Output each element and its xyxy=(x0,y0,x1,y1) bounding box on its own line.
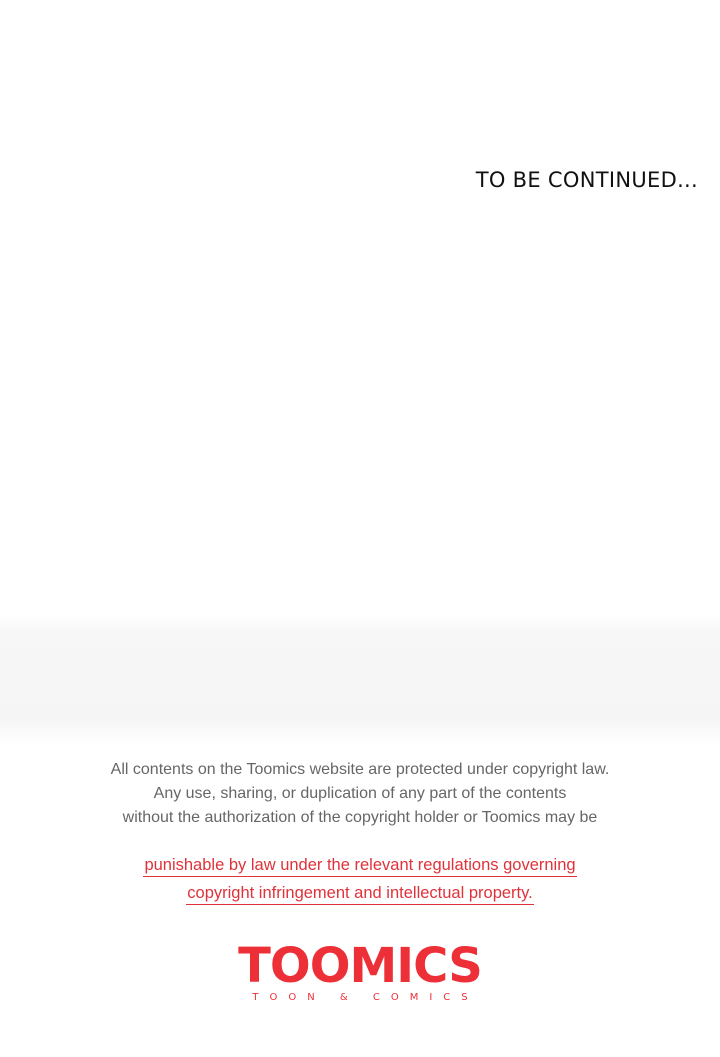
toomics-logo-tagline: TOON & COMICS xyxy=(252,992,479,1003)
copyright-warning-line: punishable by law under the relevant regulations governing xyxy=(143,854,576,877)
copyright-warning xyxy=(0,851,720,907)
toomics-logo xyxy=(0,938,720,1003)
copyright-notice-line: All contents on the Toomics website are protected under copyright law. xyxy=(110,761,610,778)
footer-fade-band xyxy=(0,615,720,745)
copyright-warning-line: copyright infringement and intellectual property. xyxy=(186,882,533,905)
copyright-notice-line: Any use, sharing, or duplication of any part of the contents xyxy=(153,785,567,802)
copyright-notice-line: without the authorization of the copyright holder or Toomics may be xyxy=(122,809,598,826)
to-be-continued-text: TO BE CONTINUED... xyxy=(475,168,698,192)
copyright-notice xyxy=(0,758,720,830)
toomics-logo-wordmark: TOOMICS xyxy=(238,938,482,994)
